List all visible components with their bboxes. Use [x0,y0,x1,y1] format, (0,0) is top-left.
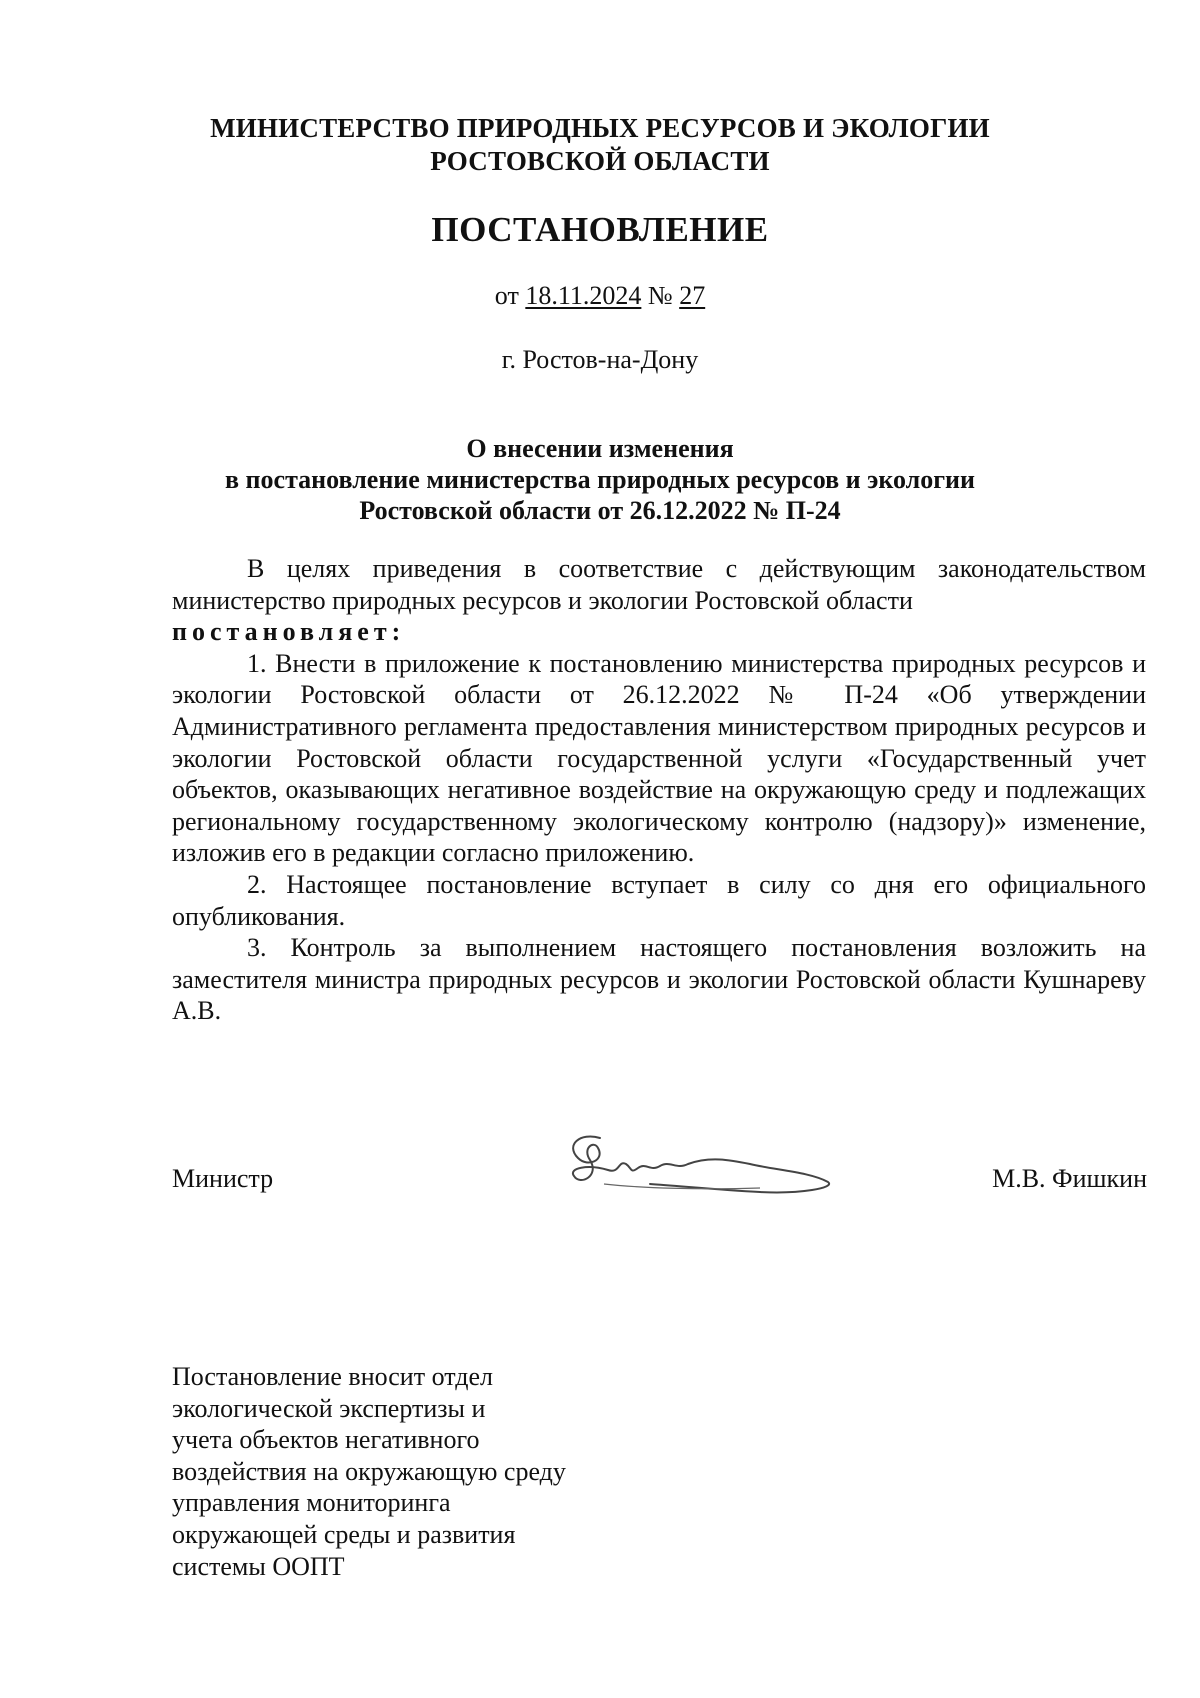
date-prefix: от [494,281,519,310]
decree-word: постановляет: [172,617,406,647]
document-type-title: ПОСТАНОВЛЕНИЕ [431,210,769,249]
signatory-name: М.В. Фишкин [992,1164,1147,1193]
preamble-text: В целях приведения в соответствие с действующим законодательством министерство природных ресурсов и экологии Ростовской области [172,554,1146,615]
document-date-number [0,281,1200,311]
footer-note [172,1361,672,1582]
ministry-header [0,112,1200,178]
document-body [172,553,1146,1027]
ministry-name-line2: РОСТОВСКОЙ ОБЛАСТИ [430,146,770,176]
footer-line: окружающей среды и развития [172,1519,516,1549]
number-sign: № [647,281,673,310]
subject-line1: О внесении изменения [466,434,734,463]
item-1: 1. Внести в приложение к постановлению министерства природных ресурсов и экологии Ростовской области от 26.12.2022 № П-24 «Об утверждении Административного регламента предоставления министерством природных ресурсов и экологии Ростовской области государственной услуги «Государственный учет объектов, оказывающих негативное воздействие на окружающую среду и подлежащих региональному государственному экологическому контролю (надзору)» изменение, изложив его в редакции согласно приложению. [172,648,1146,868]
document-number: 27 [679,281,706,310]
footer-line: Постановление вносит отдел [172,1362,493,1391]
handwritten-signature [560,1120,840,1210]
document-city: г. Ростов-на-Дону [501,345,699,374]
item-2: 2. Настоящее постановление вступает в силу со дня его официального опубликования. [172,869,1146,931]
document-date: 18.11.2024 [525,281,642,310]
item-3: 3. Контроль за выполнением настоящего постановления возложить на заместителя министра природных ресурсов и экологии Ростовской области Кушнареву А.В. [172,933,1146,1026]
footer-line: экологической экспертизы и [172,1393,486,1423]
ministry-name-line1: МИНИСТЕРСТВО ПРИРОДНЫХ РЕСУРСОВ И ЭКОЛОГИИ [210,113,990,143]
footer-line: управления мониторинга [172,1488,451,1518]
subject-line3: Ростовской области от 26.12.2022 № П-24 [359,496,841,525]
footer-line: учета объектов негативного [172,1425,480,1455]
signatory-title: Министр [172,1164,274,1193]
document-subject [0,433,1200,526]
footer-line: системы ООПТ [172,1551,345,1581]
footer-line: воздействия на окружающую среду [172,1456,566,1486]
subject-line2: в постановление министерства природных ресурсов и экологии [225,465,975,494]
preamble-paragraph [172,553,1146,616]
